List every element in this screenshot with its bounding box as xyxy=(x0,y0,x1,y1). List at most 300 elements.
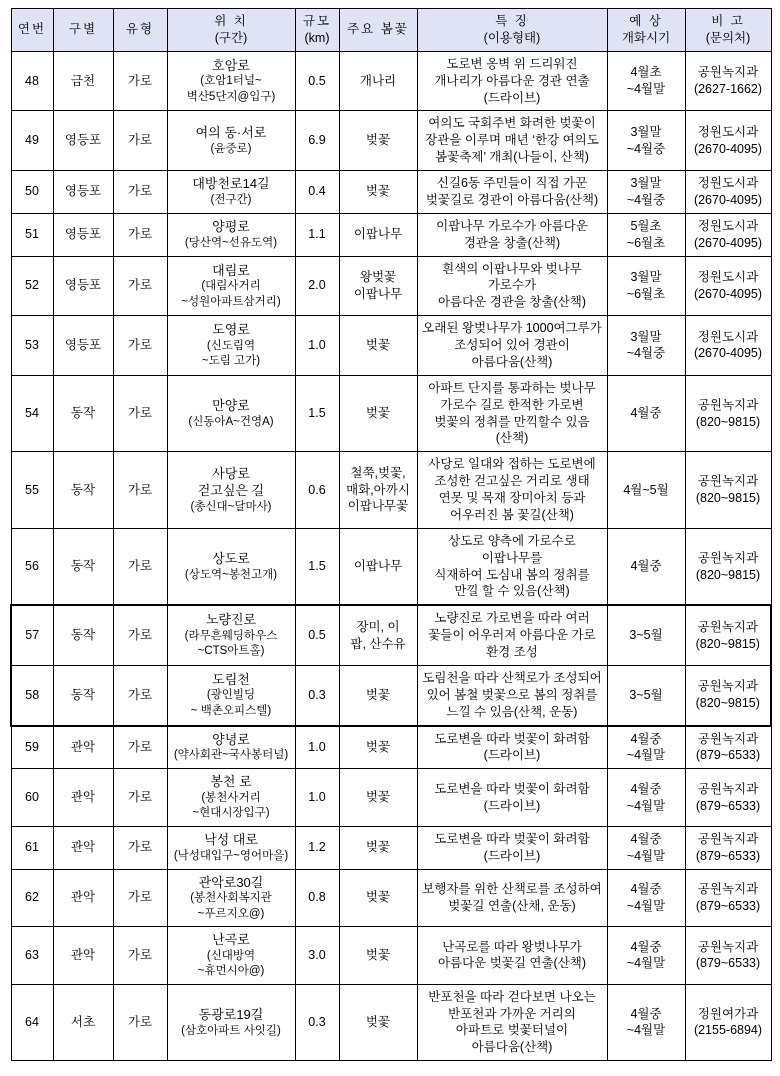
text-line: 공원녹지과 xyxy=(697,619,758,634)
location-name: 호암로 xyxy=(212,57,250,73)
main-flowers xyxy=(339,869,417,927)
road-type: 가로 xyxy=(113,256,167,316)
location-name: 노량진로 xyxy=(205,612,257,628)
feature-description xyxy=(417,927,607,985)
table-row xyxy=(11,528,771,605)
text-line: 공원녹지과 xyxy=(697,831,759,846)
table-row xyxy=(11,316,771,376)
text-line: ~4월말 xyxy=(626,82,666,97)
bloom-period xyxy=(607,111,685,171)
bloom-period xyxy=(607,375,685,452)
text-line: 3월말 xyxy=(630,176,662,190)
location-cell xyxy=(167,726,295,769)
text-line: 도로변을 따라 벚꽃이 화려함 xyxy=(434,731,590,746)
main-flowers xyxy=(339,375,417,452)
bloom-period xyxy=(607,826,685,869)
text-line: 아름다운 경관을 창출(산책) xyxy=(437,295,587,310)
table-row xyxy=(11,869,771,927)
bloom-period xyxy=(607,605,685,665)
column-header-line1: 구별 xyxy=(68,22,98,37)
road-type: 가로 xyxy=(113,171,167,214)
text-line: 오래된 왕벚나무가 1000여그루가 xyxy=(422,321,602,336)
scale-km: 0.5 xyxy=(295,51,339,111)
road-type: 가로 xyxy=(113,826,167,869)
bloom-period xyxy=(607,171,685,214)
location-section: (삼호아파트 사잇길) xyxy=(181,1024,281,1037)
contact-note xyxy=(685,316,771,376)
contact-note xyxy=(685,452,771,529)
bloom-period xyxy=(607,452,685,529)
location-cell xyxy=(167,171,295,214)
row-number: 61 xyxy=(11,826,53,869)
text-line: (드라이브) xyxy=(483,90,541,105)
road-type: 가로 xyxy=(113,726,167,769)
contact-note xyxy=(685,256,771,316)
main-flowers xyxy=(339,316,417,376)
feature-description xyxy=(417,111,607,171)
text-line: 4월중 xyxy=(630,881,662,896)
location-name: 동광로19길 xyxy=(198,1006,264,1022)
text-line: 이팝나무꽃 xyxy=(347,499,409,514)
contact-note xyxy=(685,769,771,827)
district-name: 영등포 xyxy=(53,256,113,316)
text-line: ~4월중 xyxy=(626,346,666,361)
column-header-line2: (구간) xyxy=(214,30,248,45)
location-section: (대림사거리 xyxy=(201,280,261,293)
table-row xyxy=(11,171,771,214)
location-name: 여의 동·서로 xyxy=(195,125,267,141)
column-header-line1: 위 치 xyxy=(214,14,248,28)
text-line: (2670-4095) xyxy=(693,235,763,250)
row-number: 52 xyxy=(11,256,53,316)
main-flowers xyxy=(339,927,417,985)
row-number: 48 xyxy=(11,51,53,111)
location-section: ~성원아파트삼거리) xyxy=(181,295,281,308)
text-line: 정원도시과 xyxy=(697,218,759,233)
bloom-period xyxy=(607,256,685,316)
text-line: 4월중 xyxy=(630,731,662,746)
location-name: 봉천 로 xyxy=(210,774,252,790)
feature-description xyxy=(417,256,607,316)
location-section: ~현대시장입구) xyxy=(192,807,270,820)
text-line: ~4월중 xyxy=(626,141,666,156)
district-name: 관악 xyxy=(53,927,113,985)
road-type: 가로 xyxy=(113,869,167,927)
text-line: 이팝나무 xyxy=(353,559,403,574)
location-cell xyxy=(167,452,295,529)
text-line: 정원도시과 xyxy=(697,176,759,190)
location-name: 도영로 xyxy=(212,322,250,338)
text-line: 벚꽃길로 경관이 아름다움(산책) xyxy=(425,192,599,207)
text-line: 조성한 걷고싶은 거리로 생태 xyxy=(434,474,590,489)
text-line: 벚꽃 xyxy=(365,1015,391,1030)
main-flowers xyxy=(339,665,417,725)
text-line: 경관을 창출(산책) xyxy=(463,235,561,250)
location-name: 난곡로 xyxy=(212,932,250,948)
text-line: 공원녹지과 xyxy=(697,474,759,489)
table-row xyxy=(11,111,771,171)
row-number: 59 xyxy=(11,726,53,769)
table-row xyxy=(11,375,771,452)
location-section: (라무흔웨딩하우스 xyxy=(184,629,278,642)
district-name: 영등포 xyxy=(53,316,113,376)
text-line: 아파트 단지를 통과하는 벚나무 xyxy=(428,380,596,395)
text-line: 벚꽃길 연출(산채, 운동) xyxy=(448,898,576,913)
location-section: 벽산5단지@입구) xyxy=(186,90,276,103)
text-line: 벚꽃 xyxy=(365,890,391,905)
text-line: (820~9815) xyxy=(695,696,760,711)
text-line: ~4월말 xyxy=(626,748,666,763)
bloom-period xyxy=(607,213,685,256)
text-line: 개나리가 아름다운 경관 연출 xyxy=(434,73,590,88)
bloom-period xyxy=(607,869,685,927)
text-line: (879~6533) xyxy=(695,798,761,813)
main-flowers xyxy=(339,256,417,316)
feature-description xyxy=(417,213,607,256)
contact-note xyxy=(685,927,771,985)
main-flowers xyxy=(339,111,417,171)
text-line: 도림천을 따라 산책로가 조성되어 xyxy=(422,670,602,685)
road-type: 가로 xyxy=(113,605,167,665)
feature-description xyxy=(417,826,607,869)
district-name: 영등포 xyxy=(53,171,113,214)
location-cell xyxy=(167,769,295,827)
column-header-line1: 주요 봄꽃 xyxy=(347,22,409,37)
location-section: (신동아A~건영A) xyxy=(188,415,274,428)
table-row xyxy=(11,665,771,725)
feature-description xyxy=(417,869,607,927)
column-header-7 xyxy=(607,9,685,52)
location-section: (호암1터널~ xyxy=(200,75,262,88)
text-line: 4월~5월 xyxy=(623,482,669,497)
text-line: (2670-4095) xyxy=(693,192,763,207)
text-line: 벚꽃 xyxy=(365,790,391,805)
district-name: 영등포 xyxy=(53,213,113,256)
road-type: 가로 xyxy=(113,769,167,827)
text-line: 도로변을 따라 벚꽃이 화려함 xyxy=(434,781,590,796)
feature-description xyxy=(417,452,607,529)
column-header-line1: 연번 xyxy=(17,22,47,37)
location-section: (전구간) xyxy=(210,193,252,206)
text-line: 벚꽃 xyxy=(365,406,391,421)
text-line: (2670-4095) xyxy=(693,286,763,301)
text-line: 연못 및 목재 장미아치 등과 xyxy=(438,491,586,505)
text-line: 꽃들이 어우러져 아름다운 가로 xyxy=(428,628,596,643)
location-section: (윤중로) xyxy=(210,142,252,155)
text-line: 도로변을 따라 벚꽃이 화려함 xyxy=(434,831,590,846)
column-header-2 xyxy=(113,9,167,52)
main-flowers xyxy=(339,769,417,827)
district-name: 동작 xyxy=(53,375,113,452)
location-cell xyxy=(167,528,295,605)
column-header-line1: 비 고 xyxy=(711,14,745,28)
location-cell xyxy=(167,869,295,927)
column-header-4 xyxy=(295,9,339,52)
contact-note xyxy=(685,528,771,605)
road-type: 가로 xyxy=(113,111,167,171)
text-line: 상도로 양측에 가로수로 이팝나무를 xyxy=(448,533,576,565)
column-header-line2: 개화시기 xyxy=(621,30,671,45)
table-body xyxy=(11,51,771,1060)
location-cell xyxy=(167,826,295,869)
column-header-1 xyxy=(53,9,113,52)
column-header-line1: 예 상 xyxy=(629,14,663,28)
location-name: 상도로 xyxy=(212,550,250,566)
feature-description xyxy=(417,171,607,214)
table-row xyxy=(11,605,771,665)
location-section: (신도림역 xyxy=(206,339,256,352)
main-flowers xyxy=(339,528,417,605)
table-row xyxy=(11,927,771,985)
location-section: ~휴먼시아@) xyxy=(197,965,265,978)
text-line: (879~6533) xyxy=(695,748,761,763)
text-line: 3~5월 xyxy=(629,687,663,702)
text-line: 환경 조성 xyxy=(486,645,538,659)
feature-description xyxy=(417,375,607,452)
contact-note xyxy=(685,984,771,1061)
scale-km: 2.0 xyxy=(295,256,339,316)
text-line: 매화,아까시 xyxy=(346,482,410,497)
text-line: 어우러진 봄 꽃길(산책) xyxy=(450,507,574,522)
location-cell xyxy=(167,984,295,1061)
text-line: 벚꽃 xyxy=(365,840,391,855)
road-type: 가로 xyxy=(113,528,167,605)
scale-km: 0.8 xyxy=(295,869,339,927)
scale-km: 0.3 xyxy=(295,665,339,725)
location-cell xyxy=(167,665,295,725)
location-section: (총신대~달마사) xyxy=(190,500,272,513)
row-number: 54 xyxy=(11,375,53,452)
table-row xyxy=(11,51,771,111)
scale-km: 6.9 xyxy=(295,111,339,171)
text-line: 반포천과 가까운 거리의 xyxy=(448,1006,576,1021)
bloom-period xyxy=(607,528,685,605)
text-line: 봄꽃축제’ 개최(나들이, 산책) xyxy=(435,150,589,165)
location-section: (낙성대입구~영어마을) xyxy=(173,849,289,862)
text-line: 3월말 xyxy=(630,124,662,139)
column-header-0 xyxy=(11,9,53,52)
text-line: 5월초 xyxy=(630,218,662,233)
column-header-5 xyxy=(339,9,417,52)
text-line: 아름다운 벚꽃길 연출(산책) xyxy=(437,956,587,971)
text-line: 이팝나무 가로수가 아름다운 xyxy=(436,218,588,233)
location-name: 낙성 대로 xyxy=(204,832,258,848)
contact-note xyxy=(685,726,771,769)
text-line: 공원녹지과 xyxy=(697,939,759,954)
row-number: 51 xyxy=(11,213,53,256)
column-header-line2: (km) xyxy=(304,30,330,45)
text-line: 만낄 할 수 있음(산책) xyxy=(454,584,570,599)
text-line: 반포천을 따라 걷다보면 나오는 xyxy=(428,989,596,1004)
contact-note xyxy=(685,375,771,452)
scale-km: 1.0 xyxy=(295,316,339,376)
location-section: (당산역~선유도역) xyxy=(184,236,278,249)
feature-description xyxy=(417,605,607,665)
location-section: ~ 백촌오피스텔) xyxy=(190,704,272,717)
contact-note xyxy=(685,213,771,256)
text-line: 보행자를 위한 산책로를 조성하여 xyxy=(422,881,602,896)
feature-description xyxy=(417,769,607,827)
district-name: 관악 xyxy=(53,769,113,827)
location-cell xyxy=(167,605,295,665)
text-line: ~4월말 xyxy=(626,798,666,813)
district-name: 관악 xyxy=(53,726,113,769)
text-line: 정원도시과 xyxy=(697,329,759,344)
road-type: 가로 xyxy=(113,375,167,452)
location-name: 사당로 xyxy=(212,465,250,481)
text-line: 4월중 xyxy=(630,406,662,421)
row-number: 63 xyxy=(11,927,53,985)
bloom-period xyxy=(607,984,685,1061)
text-line: ~4월말 xyxy=(626,1023,666,1038)
column-header-line1: 특 징 xyxy=(495,14,529,28)
text-line: 3월말 xyxy=(630,329,662,344)
district-name: 동작 xyxy=(53,665,113,725)
text-line: (820~9815) xyxy=(695,491,761,505)
scale-km: 1.5 xyxy=(295,375,339,452)
scale-km: 1.5 xyxy=(295,528,339,605)
district-name: 동작 xyxy=(53,528,113,605)
text-line: 사당로 일대와 접하는 도로변에 xyxy=(428,457,596,472)
text-line: 정원여가과 xyxy=(697,1006,759,1021)
text-line: 공원녹지과 xyxy=(697,550,759,565)
text-line: (879~6533) xyxy=(695,956,761,971)
scale-km: 1.0 xyxy=(295,769,339,827)
text-line: 4월중 xyxy=(630,781,662,796)
location-section: (신대방역 xyxy=(206,949,256,962)
text-line: (879~6533) xyxy=(695,848,761,863)
location-cell xyxy=(167,375,295,452)
contact-note xyxy=(685,111,771,171)
text-line: ~4월말 xyxy=(626,956,666,971)
text-line: 아름다움(산책) xyxy=(471,1040,553,1055)
column-header-line2: (문의처) xyxy=(705,30,751,45)
text-line: 공원녹지과 xyxy=(697,65,759,80)
text-line: 아파트로 벚꽃터널이 xyxy=(455,1023,569,1038)
location-name: 양평로 xyxy=(212,219,250,235)
text-line: 벚꽃 xyxy=(365,133,391,148)
text-line: 공원녹지과 xyxy=(697,397,759,412)
scale-km: 0.6 xyxy=(295,452,339,529)
text-line: (2670-4095) xyxy=(693,141,763,156)
location-section: ~도림 고가) xyxy=(201,355,261,368)
text-line: 3~5월 xyxy=(629,628,663,643)
scale-km: 0.5 xyxy=(295,605,339,665)
spring-flower-road-table xyxy=(10,8,772,1061)
text-line: 장관을 이루며 매년 ‘한강 여의도 xyxy=(425,133,599,148)
row-number: 64 xyxy=(11,984,53,1061)
main-flowers xyxy=(339,726,417,769)
text-line: 벚꽃 xyxy=(365,338,391,352)
text-line: ~6월초 xyxy=(626,235,666,250)
row-number: 60 xyxy=(11,769,53,827)
row-number: 58 xyxy=(11,665,53,725)
text-line: (820~9815) xyxy=(695,414,761,429)
district-name: 영등포 xyxy=(53,111,113,171)
contact-note xyxy=(685,826,771,869)
district-name: 관악 xyxy=(53,869,113,927)
scale-km: 1.2 xyxy=(295,826,339,869)
location-section: ~푸르지오@) xyxy=(197,907,265,920)
table-row xyxy=(11,769,771,827)
location-name: 대방천로14길 xyxy=(192,176,270,192)
location-name: 도림천 xyxy=(212,671,250,687)
text-line: 벚꽃의 정취를 만끽할수 있음(산책) xyxy=(434,414,590,446)
text-line: 4월중 xyxy=(630,939,662,954)
location-name-2: 걷고싶은 길 xyxy=(197,483,265,499)
location-section: (약사회관~국사봉터널) xyxy=(173,749,289,762)
text-line: 공원녹지과 xyxy=(697,781,759,796)
text-line: 노량진로 가로변을 따라 여러 xyxy=(434,611,590,626)
feature-description xyxy=(417,726,607,769)
column-header-line2: (이용형태) xyxy=(483,30,541,45)
bloom-period xyxy=(607,316,685,376)
text-line: ~4월말 xyxy=(626,848,666,863)
district-name: 동작 xyxy=(53,452,113,529)
text-line: (820~9815) xyxy=(695,567,761,582)
contact-note xyxy=(685,51,771,111)
scale-km: 1.0 xyxy=(295,726,339,769)
scale-km: 0.4 xyxy=(295,171,339,214)
text-line: 4월중 xyxy=(630,831,662,846)
text-line: 4월중 xyxy=(630,1006,662,1021)
road-type: 가로 xyxy=(113,665,167,725)
text-line: 4월중 xyxy=(630,559,662,574)
text-line: 벚꽃 xyxy=(365,948,391,962)
bloom-period xyxy=(607,769,685,827)
road-type: 가로 xyxy=(113,927,167,985)
location-cell xyxy=(167,927,295,985)
bloom-period xyxy=(607,51,685,111)
text-line: 아름다움(산책) xyxy=(471,354,553,369)
location-section: (봉천사거리 xyxy=(201,791,261,804)
text-line: (드라이브) xyxy=(483,748,541,763)
road-type: 가로 xyxy=(113,213,167,256)
row-number: 56 xyxy=(11,528,53,605)
text-line: 이팝나무 xyxy=(353,227,403,242)
text-line: (2670-4095) xyxy=(693,346,763,361)
table-row xyxy=(11,452,771,529)
text-line: 3월말 xyxy=(630,269,662,284)
road-type: 가로 xyxy=(113,51,167,111)
text-line: 공원녹지과 xyxy=(697,731,759,746)
location-cell xyxy=(167,316,295,376)
row-number: 49 xyxy=(11,111,53,171)
main-flowers xyxy=(339,984,417,1061)
text-line: (드라이브) xyxy=(483,798,541,813)
text-line: 벚꽃 xyxy=(365,687,391,702)
row-number: 53 xyxy=(11,316,53,376)
header-row xyxy=(11,9,771,52)
row-number: 55 xyxy=(11,452,53,529)
text-line: 느낄 수 있음(산책, 운동) xyxy=(446,704,578,719)
row-number: 50 xyxy=(11,171,53,214)
column-header-8 xyxy=(685,9,771,52)
location-name: 만양로 xyxy=(212,397,250,413)
contact-note xyxy=(685,869,771,927)
column-header-line1: 규모 xyxy=(302,14,332,28)
text-line: ~6월초 xyxy=(626,286,666,301)
text-line: ~4월말 xyxy=(626,898,666,913)
location-name: 양녕로 xyxy=(212,731,250,747)
text-line: 이팝나무 xyxy=(353,286,403,301)
text-line: 신길6동 주민들이 직접 가꾼 xyxy=(436,176,588,190)
text-line: 왕벚꽃 xyxy=(359,269,397,284)
district-name: 서초 xyxy=(53,984,113,1061)
table-row xyxy=(11,726,771,769)
text-line: (드라이브) xyxy=(483,848,541,863)
text-line: 도로변 옹벽 위 드리워진 xyxy=(446,56,578,71)
